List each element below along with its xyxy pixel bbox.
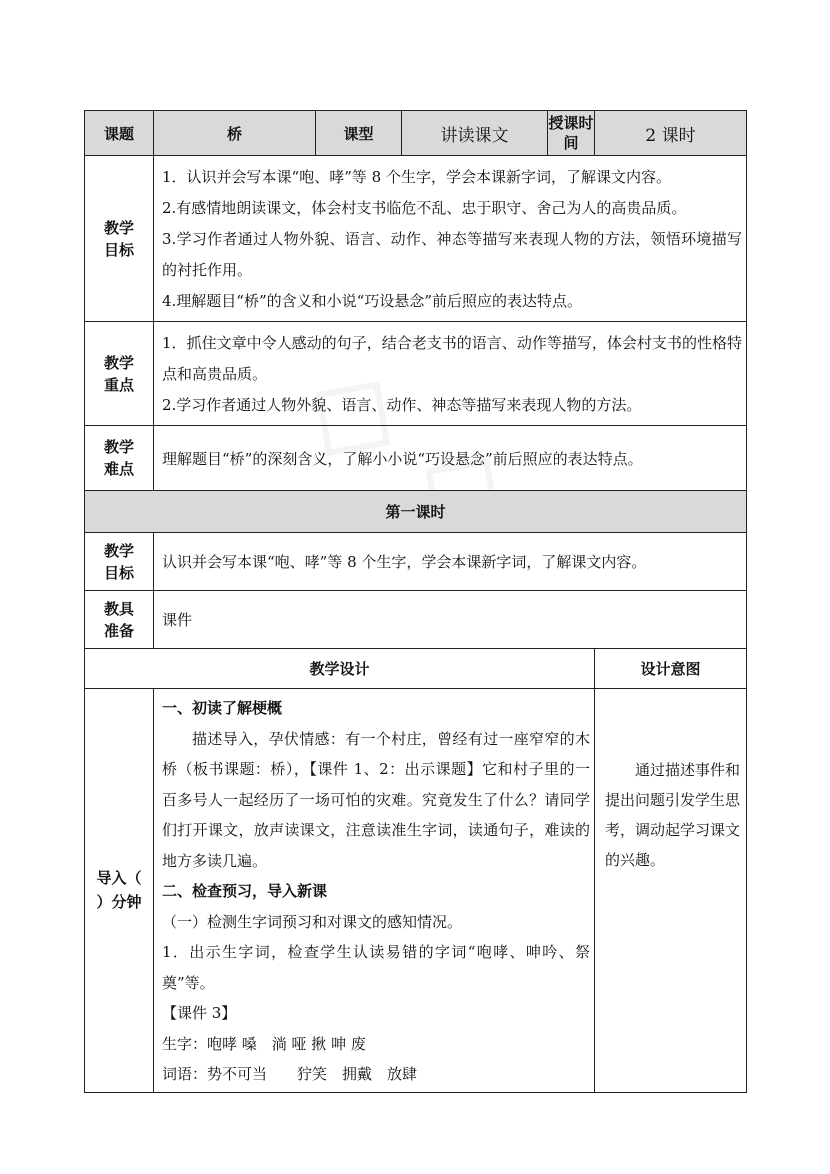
objectives-content [154, 156, 747, 322]
objectives-row [85, 156, 747, 322]
topic-label: 课题 [85, 111, 154, 156]
lesson-plan-table [84, 110, 747, 1093]
objective-item: 1．认识并会写本课“咆、哮”等 8 个生字，学会本课新字词，了解课文内容。 [162, 168, 671, 186]
section-title: 一、初读了解梗概 [162, 699, 283, 717]
lesson1-objective-label: 教学目标 [85, 533, 154, 591]
key-point-item: 2.学习作者通过人物外貌、语言、动作、神态等描写来表现人物的方法。 [162, 396, 642, 414]
time-label: 授课时间 [548, 111, 595, 156]
objective-item: 2.有感情地朗读课文，体会村支书临危不乱、忠于职守、舍己为人的高贵品质。 [162, 199, 687, 217]
tools-text: 课件 [154, 591, 747, 649]
section-title: 二、检查预习，导入新课 [162, 882, 328, 900]
difficulty-row [85, 426, 747, 491]
key-point-item: 1．抓住文章中令人感动的句子，结合老支书的语言、动作等描写，体会村支书的性格特点和高贵品质。 [162, 334, 742, 383]
tools-label: 教具准备 [85, 591, 154, 649]
tools-row [85, 591, 747, 649]
type-label: 课型 [316, 111, 402, 156]
type-value: 讲读课文 [402, 111, 548, 156]
difficulty-content: 理解题目“桥”的深刻含义，了解小小说“巧设悬念”前后照应的表达特点。 [154, 426, 747, 491]
objectives-label: 教学目标 [85, 156, 154, 322]
intent-column-header: 设计意图 [595, 649, 747, 689]
design-intent [595, 689, 747, 1093]
intro-minutes-label: 导入（ ）分钟 [85, 689, 154, 1093]
key-points-row [85, 322, 747, 426]
key-points-label: 教学重点 [85, 322, 154, 426]
lesson1-objective-text: 认识并会写本课“咆、哮”等 8 个生字，学会本课新字词，了解课文内容。 [154, 533, 747, 591]
words-line: 词语：势不可当 狞笑 拥戴 放肆 [162, 1065, 418, 1083]
lesson1-title-row [85, 491, 747, 533]
lesson1-title: 第一课时 [85, 491, 747, 533]
subsection-text: 1．出示生字词，检查学生认读易错的字词“咆哮、呻吟、祭奠”等。 [162, 943, 590, 992]
header-row [85, 111, 747, 156]
objective-item: 4.理解题目“桥”的含义和小说“巧设悬念”前后照应的表达特点。 [162, 292, 582, 310]
key-points-content [154, 322, 747, 426]
design-header-row [85, 649, 747, 689]
courseware-tag: 【课件 3】 [162, 1004, 237, 1022]
section-paragraph: 描述导入，孕伏情感：有一个村庄，曾经有过一座窄窄的木桥（板书课题：桥），【课件 1、2：出示课题】它和村子里的一百多号人一起经历了一场可怕的灾难。究竟发生了什么？请同学们打开课文，放声读课文，注意读准生字词，读通句子，难读的地方多读几遍。 [162, 729, 590, 870]
subsection-text: （一）检测生字词预习和对课文的感知情况。 [162, 912, 463, 931]
topic-value: 桥 [154, 111, 316, 156]
design-column-header: 教学设计 [85, 649, 595, 689]
time-value: 2 课时 [595, 111, 747, 156]
intent-text: 通过描述事件和提出问题引发学生思考，调动起学习课文的兴趣。 [605, 761, 741, 869]
design-content [154, 689, 595, 1093]
lesson1-objective-row [85, 533, 747, 591]
difficulty-label: 教学难点 [85, 426, 154, 491]
objective-item: 3.学习作者通过人物外貌、语言、动作、神态等描写来表现人物的方法，领悟环境描写的衬托作用。 [162, 230, 742, 279]
design-body-row [85, 689, 747, 1093]
characters-line: 生字：咆哮 嗓 淌 哑 揪 呻 废 [162, 1034, 366, 1053]
